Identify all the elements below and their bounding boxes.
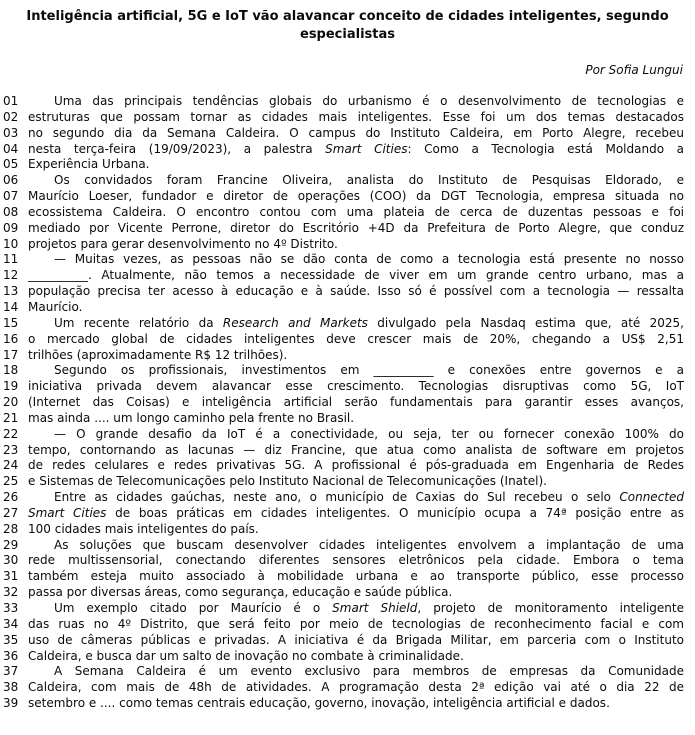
line-text: estruturas que possam tornar as cidades mais inteligentes. Esse foi um dos temas destacados [28, 109, 684, 124]
line-number: 35 [3, 632, 19, 647]
line-text: e Sistemas de Telecomunicações pelo Instituto Nacional de Telecomunicações (Inatel). [28, 474, 547, 489]
line-text: Maurício Loeser, fundador e diretor de operações (COO) da DGT Tecnologia, empresa situada no [28, 189, 684, 204]
line-text: trilhões (aproximadamente R$ 12 trilhões). [28, 347, 288, 362]
line-number: 38 [3, 680, 19, 695]
text-line [0, 569, 695, 585]
line-text: população precisa ter acesso à educação e à saúde. Isso só é possível com a tecnologia — ressalta [28, 284, 684, 299]
line-number: 23 [3, 442, 19, 457]
line-text: Maurício. [28, 299, 83, 314]
line-number: 24 [3, 458, 19, 473]
line-number: 13 [3, 284, 19, 299]
text-line [0, 189, 695, 205]
text-line [0, 617, 695, 633]
byline: Por Sofia Lungui [585, 63, 683, 77]
text-line [0, 458, 695, 474]
line-text: Um exemplo citado por Maurício é o Smart Shield, projeto de monitoramento inteligente [54, 601, 684, 615]
line-text: no segundo dia da Semana Caldeira. O campus do Instituto Caldeira, em Porto Alegre, recebeu [28, 125, 684, 140]
text-line [0, 585, 695, 601]
line-text: uso de câmeras públicas e privadas. A iniciativa é da Brigada Militar, em parceria com o Instituto [28, 632, 684, 647]
line-number: 26 [3, 490, 19, 505]
line-number: 10 [3, 236, 19, 251]
text-line [0, 490, 695, 506]
line-text: iniciativa privada devem alavancar esse crescimento. Tecnologias disruptivas como 5G, IoT [28, 379, 684, 394]
text-line [0, 538, 695, 554]
line-text: Segundo os profissionais, investimentos em __________ e conexões entre governos e a [54, 363, 684, 378]
line-number: 22 [3, 426, 19, 441]
line-text: de redes celulares e redes privativas 5G. A profissional é pós-graduada em Engenharia de Redes [28, 458, 684, 473]
line-text: projetos para gerar desenvolvimento no 4º Distrito. [28, 236, 338, 251]
line-number: 05 [3, 157, 19, 172]
line-number: 01 [3, 94, 19, 108]
line-number: 03 [3, 125, 19, 140]
text-line [0, 142, 695, 158]
line-number: 30 [3, 553, 19, 568]
line-number: 11 [3, 252, 19, 267]
line-text: Experiência Urbana. [28, 157, 150, 172]
line-number: 07 [3, 189, 19, 204]
line-text: Uma das principais tendências globais do urbanismo é o desenvolvimento de tecnologias e [54, 94, 684, 108]
text-line [0, 221, 695, 237]
line-number: 32 [3, 585, 19, 600]
line-text: tempo, contornando as lacunas — diz Francine, que atua como analista de software em projetos [28, 442, 684, 457]
line-text: __________. Atualmente, não temos a necessidade de viver em um grande centro urbano, mas a [28, 268, 684, 283]
text-line [0, 94, 695, 110]
line-number: 04 [3, 141, 19, 156]
line-number: 34 [3, 616, 19, 631]
text-line [0, 553, 695, 569]
line-number: 27 [3, 505, 19, 520]
line-number: 29 [3, 537, 19, 552]
line-number: 06 [3, 173, 19, 188]
line-text: também esteja muito associado à mobilidade urbana e ao transporte público, esse processo [28, 569, 684, 584]
text-line [0, 601, 695, 617]
line-text: Entre as cidades gaúchas, neste ano, o município de Caxias do Sul recebeu o selo Connected [54, 490, 684, 505]
line-number: 37 [3, 664, 19, 679]
text-line [0, 316, 695, 332]
text-line [0, 633, 695, 649]
text-line [0, 348, 695, 364]
text-line [0, 379, 695, 395]
line-text: — O grande desafio da IoT é a conectividade, ou seja, ter ou fornecer conexão 100% do [54, 426, 684, 441]
line-text: Um recente relatório da Research and Markets divulgado pela Nasdaq estima que, até 2025, [54, 315, 684, 330]
text-line [0, 522, 695, 538]
line-text: das ruas no 4º Distrito, que será feito por meio de tecnologias de reconhecimento facial e com [28, 616, 684, 631]
line-number: 09 [3, 220, 19, 235]
line-number: 08 [3, 204, 19, 219]
line-text: nesta terça-feira (19/09/2023), a palestra Smart Cities: Como a Tecnologia está Moldando a [28, 141, 684, 156]
italic-text: Connected [619, 490, 684, 505]
line-text: passa por diversas áreas, como segurança, educação e saúde pública. [28, 585, 453, 600]
line-text: As soluções que buscam desenvolver cidades inteligentes envolvem a implantação de uma [54, 537, 684, 552]
text-line [0, 173, 695, 189]
line-number: 12 [3, 268, 19, 283]
line-number: 20 [3, 395, 19, 410]
text-line [0, 680, 695, 696]
line-text: Caldeira, e busca dar um salto de inovação no combate à criminalidade. [28, 648, 464, 663]
line-text: Smart Cities de boas práticas em cidades inteligentes. O município ocupa a 74ª posição entre as [28, 505, 684, 520]
text-line [0, 427, 695, 443]
text-line [0, 474, 695, 490]
line-text: o mercado global de cidades inteligentes deve crescer mais de 20%, chegando a US$ 2,51 [28, 331, 684, 346]
text-line [0, 395, 695, 411]
italic-text: Smart Cities [325, 141, 408, 156]
text-line [0, 363, 695, 379]
line-text: Caldeira, com mais de 48h de atividades. A programação desta 2ª edição vai até o dia 22 de [28, 680, 684, 695]
page-title: Inteligência artificial, 5G e IoT vão alavancar conceito de cidades inteligentes, segundo especialistas [26, 9, 669, 42]
italic-text: Research and Markets [222, 315, 368, 330]
text-line [0, 110, 695, 126]
text-line [0, 411, 695, 427]
line-text: Os convidados foram Francine Oliveira, analista do Instituto de Pesquisas Eldorado, e [54, 173, 684, 188]
line-text: mas ainda .... um longo caminho pela frente no Brasil. [28, 410, 355, 425]
line-number: 33 [3, 601, 19, 615]
italic-text: Smart Shield [332, 601, 418, 615]
line-number: 21 [3, 410, 19, 425]
line-number: 19 [3, 379, 19, 394]
line-number: 31 [3, 569, 19, 584]
line-text: setembro e .... como temas centrais educação, governo, inovação, inteligência artificial e dados. [28, 696, 610, 711]
line-text: ecossistema Caldeira. O encontro contou com uma plateia de cerca de duzentas pessoas e foi [28, 204, 684, 219]
line-number: 25 [3, 474, 19, 489]
line-number: 39 [3, 696, 19, 711]
text-line [0, 126, 695, 142]
text-body [0, 94, 695, 712]
text-line [0, 649, 695, 665]
line-number: 15 [3, 315, 19, 330]
text-line [0, 664, 695, 680]
line-text: (Internet das Coisas) e inteligência artificial serão fundamentais para garantir esses avanços, [28, 395, 684, 410]
line-number: 17 [3, 347, 19, 362]
line-number: 14 [3, 299, 19, 314]
line-number: 16 [3, 331, 19, 346]
line-text: rede multissensorial, conectando diferentes sensores eletrônicos pela cidade. Embora o tema [28, 553, 684, 568]
line-number: 28 [3, 521, 19, 536]
text-line [0, 157, 695, 173]
text-line [0, 506, 695, 522]
text-line [0, 252, 695, 268]
text-line [0, 332, 695, 348]
text-line [0, 284, 695, 300]
text-line [0, 268, 695, 284]
text-line [0, 443, 695, 459]
text-line [0, 205, 695, 221]
text-line [0, 696, 695, 712]
line-text: A Semana Caldeira é um evento exclusivo para membros de empresas da Comunidade [54, 664, 684, 679]
text-line [0, 237, 695, 253]
line-text: 100 cidades mais inteligentes do país. [28, 521, 259, 536]
line-number: 18 [3, 363, 19, 378]
line-text: mediado por Vicente Perrone, diretor do Escritório +4D da Prefeitura de Porto Alegre, que conduz [28, 220, 684, 235]
italic-text: Smart Cities [28, 505, 107, 520]
line-text: — Muitas vezes, as pessoas não se dão conta de como a tecnologia está presente no nosso [54, 252, 684, 267]
line-number: 02 [3, 109, 19, 124]
line-number: 36 [3, 648, 19, 663]
text-line [0, 300, 695, 316]
